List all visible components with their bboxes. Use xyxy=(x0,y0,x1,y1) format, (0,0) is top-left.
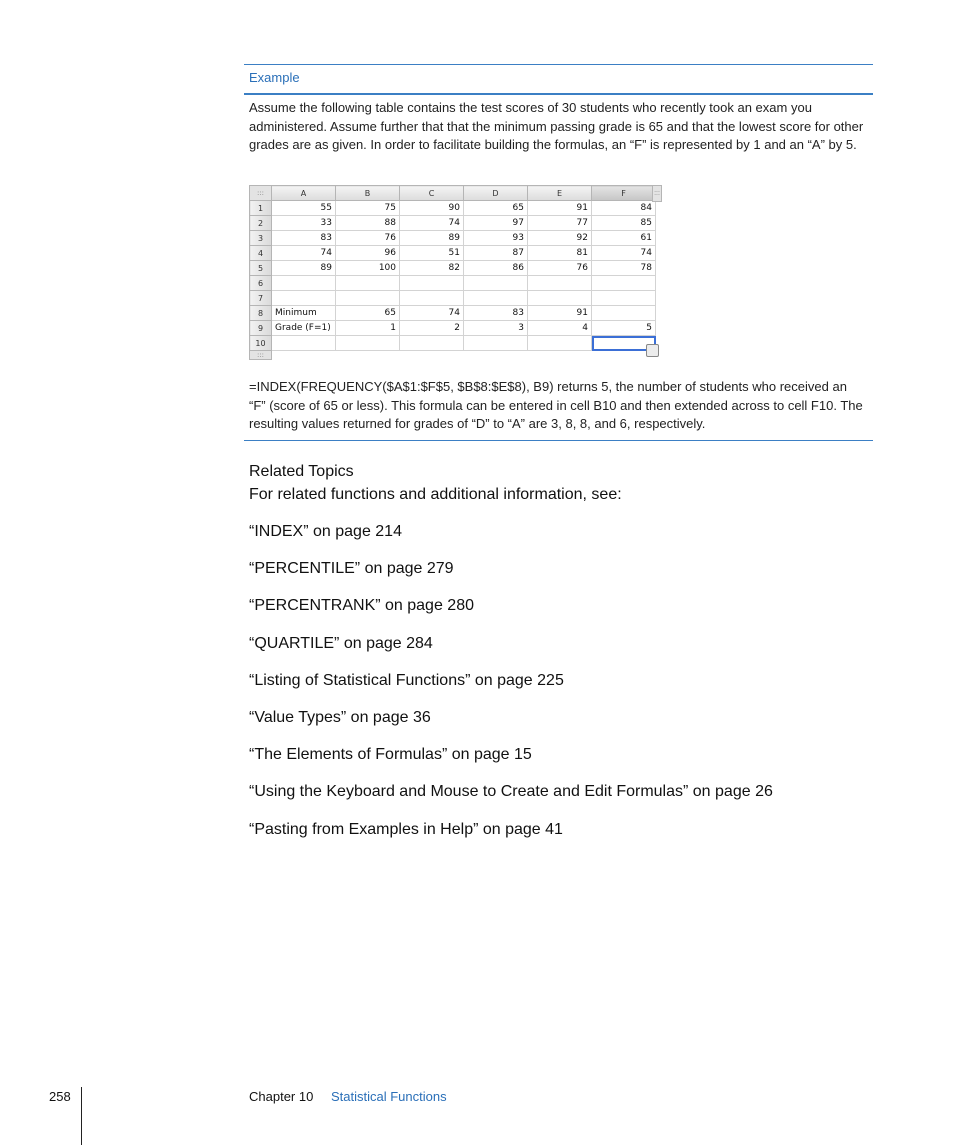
cell-c5[interactable]: 82 xyxy=(400,261,464,276)
spreadsheet-grid xyxy=(249,185,656,360)
cell-d6[interactable] xyxy=(464,276,528,291)
column-header-a[interactable]: A xyxy=(272,186,336,201)
related-topic-link[interactable]: “QUARTILE” on page 284 xyxy=(249,634,433,652)
cell-c8[interactable]: 74 xyxy=(400,306,464,321)
cell-e8[interactable]: 91 xyxy=(528,306,592,321)
column-header-d[interactable]: D xyxy=(464,186,528,201)
cell-b6[interactable] xyxy=(336,276,400,291)
cell-c3[interactable]: 89 xyxy=(400,231,464,246)
row-header-8[interactable]: 8 xyxy=(250,306,272,321)
cell-e5[interactable]: 76 xyxy=(528,261,592,276)
chapter-title-link[interactable]: Statistical Functions xyxy=(331,1089,447,1104)
cell-a9[interactable]: Grade (F=1) xyxy=(272,321,336,336)
table-row xyxy=(250,291,656,306)
cell-a6[interactable] xyxy=(272,276,336,291)
cell-c7[interactable] xyxy=(400,291,464,306)
table-row xyxy=(250,201,656,216)
cell-b10[interactable] xyxy=(336,336,400,351)
cell-a2[interactable]: 33 xyxy=(272,216,336,231)
chapter-label: Chapter 10 xyxy=(249,1089,314,1104)
row-header-9[interactable]: 9 xyxy=(250,321,272,336)
table-row xyxy=(250,336,656,351)
top-rule xyxy=(244,64,873,65)
example-intro-paragraph: Assume the following table contains the test scores of 30 students who recently took an exam you administered. Assume further that that the minimum passing grade is 65 and that the lowest score for other grades are as given. In order to facilitate building the formulas, an “F” is represented by 1 and an “A” by 5. xyxy=(249,100,864,152)
footer-divider xyxy=(81,1087,82,1145)
cell-c10[interactable] xyxy=(400,336,464,351)
cell-f3[interactable]: 61 xyxy=(592,231,656,246)
add-row-handle[interactable]: ::: xyxy=(250,351,272,360)
row-header-4[interactable]: 4 xyxy=(250,246,272,261)
cell-f5[interactable]: 78 xyxy=(592,261,656,276)
related-links-list xyxy=(249,523,773,858)
cell-e9[interactable]: 4 xyxy=(528,321,592,336)
related-topic-link[interactable]: “Listing of Statistical Functions” on page 225 xyxy=(249,671,564,689)
cell-d4[interactable]: 87 xyxy=(464,246,528,261)
cell-a4[interactable]: 74 xyxy=(272,246,336,261)
cell-d10[interactable] xyxy=(464,336,528,351)
row-header-2[interactable]: 2 xyxy=(250,216,272,231)
cell-a7[interactable] xyxy=(272,291,336,306)
cell-e1[interactable]: 91 xyxy=(528,201,592,216)
corner-handle[interactable]: ::: xyxy=(250,186,272,201)
related-topic-link[interactable]: “Value Types” on page 36 xyxy=(249,708,431,726)
row-header-7[interactable]: 7 xyxy=(250,291,272,306)
cell-f6[interactable] xyxy=(592,276,656,291)
spreadsheet-body xyxy=(250,201,656,360)
row-header-6[interactable]: 6 xyxy=(250,276,272,291)
spreadsheet-table[interactable] xyxy=(249,185,662,361)
cell-b4[interactable]: 96 xyxy=(336,246,400,261)
heading-rule xyxy=(244,93,873,95)
cell-f9[interactable]: 5 xyxy=(592,321,656,336)
related-topics-heading: Related Topics xyxy=(249,463,354,480)
cell-d1[interactable]: 65 xyxy=(464,201,528,216)
related-topic-link[interactable]: “PERCENTRANK” on page 280 xyxy=(249,597,474,615)
table-row xyxy=(250,276,656,291)
table-row xyxy=(250,261,656,276)
related-topics-intro: For related functions and additional information, see: xyxy=(249,486,622,503)
cell-c1[interactable]: 90 xyxy=(400,201,464,216)
row-header-5[interactable]: 5 xyxy=(250,261,272,276)
related-topic-link[interactable]: “PERCENTILE” on page 279 xyxy=(249,560,454,578)
table-resize-handle[interactable] xyxy=(646,344,659,357)
cell-e7[interactable] xyxy=(528,291,592,306)
cell-d5[interactable]: 86 xyxy=(464,261,528,276)
table-row xyxy=(250,216,656,231)
related-topic-link[interactable]: “Pasting from Examples in Help” on page 41 xyxy=(249,820,563,838)
row-header-1[interactable]: 1 xyxy=(250,201,272,216)
cell-a10[interactable] xyxy=(272,336,336,351)
cell-e10[interactable] xyxy=(528,336,592,351)
cell-f8[interactable] xyxy=(592,306,656,321)
cell-b3[interactable]: 76 xyxy=(336,231,400,246)
column-header-row xyxy=(250,186,656,201)
column-header-f[interactable]: F xyxy=(592,186,656,201)
cell-f1[interactable]: 84 xyxy=(592,201,656,216)
cell-f7[interactable] xyxy=(592,291,656,306)
cell-c2[interactable]: 74 xyxy=(400,216,464,231)
column-header-b[interactable]: B xyxy=(336,186,400,201)
cell-d8[interactable]: 83 xyxy=(464,306,528,321)
cell-a5[interactable]: 89 xyxy=(272,261,336,276)
related-topic-link[interactable]: “The Elements of Formulas” on page 15 xyxy=(249,746,532,764)
column-header-c[interactable]: C xyxy=(400,186,464,201)
cell-c4[interactable]: 51 xyxy=(400,246,464,261)
example-heading: Example xyxy=(249,70,300,85)
cell-d3[interactable]: 93 xyxy=(464,231,528,246)
column-header-e[interactable]: E xyxy=(528,186,592,201)
cell-d9[interactable]: 3 xyxy=(464,321,528,336)
cell-a3[interactable]: 83 xyxy=(272,231,336,246)
cell-f4[interactable]: 74 xyxy=(592,246,656,261)
cell-a8[interactable]: Minimum xyxy=(272,306,336,321)
table-row xyxy=(250,231,656,246)
cell-e4[interactable]: 81 xyxy=(528,246,592,261)
cell-a1[interactable]: 55 xyxy=(272,201,336,216)
cell-b9[interactable]: 1 xyxy=(336,321,400,336)
row-header-10[interactable]: 10 xyxy=(250,336,272,351)
related-topic-link[interactable]: “INDEX” on page 214 xyxy=(249,523,402,540)
cell-d2[interactable]: 97 xyxy=(464,216,528,231)
cell-b5[interactable]: 100 xyxy=(336,261,400,276)
table-row xyxy=(250,246,656,261)
cell-f2[interactable]: 85 xyxy=(592,216,656,231)
cell-e2[interactable]: 77 xyxy=(528,216,592,231)
related-topic-link[interactable]: “Using the Keyboard and Mouse to Create and Edit Formulas” on page 26 xyxy=(249,783,773,801)
cell-c9[interactable]: 2 xyxy=(400,321,464,336)
cell-b2[interactable]: 88 xyxy=(336,216,400,231)
add-row-handle-row xyxy=(250,351,656,360)
table-row xyxy=(250,321,656,336)
cell-b7[interactable] xyxy=(336,291,400,306)
formula-explanation-paragraph: =INDEX(FREQUENCY($A$1:$F$5, $B$8:$E$8), B9) returns 5, the number of students who received an “F” (score of 65 or less). This formula can be entered in cell B10 and then extended across to cell F10. The resulting values returned for grades of “D” to “A” are 3, 8, 8, and 6, respectively. xyxy=(249,379,863,431)
table-row xyxy=(250,306,656,321)
cell-d7[interactable] xyxy=(464,291,528,306)
cell-e3[interactable]: 92 xyxy=(528,231,592,246)
cell-e6[interactable] xyxy=(528,276,592,291)
add-column-handle[interactable]: ::: xyxy=(652,185,662,202)
bottom-rule xyxy=(244,440,873,441)
cell-c6[interactable] xyxy=(400,276,464,291)
row-header-3[interactable]: 3 xyxy=(250,231,272,246)
cell-b1[interactable]: 75 xyxy=(336,201,400,216)
cell-b8[interactable]: 65 xyxy=(336,306,400,321)
page-number: 258 xyxy=(49,1089,71,1104)
